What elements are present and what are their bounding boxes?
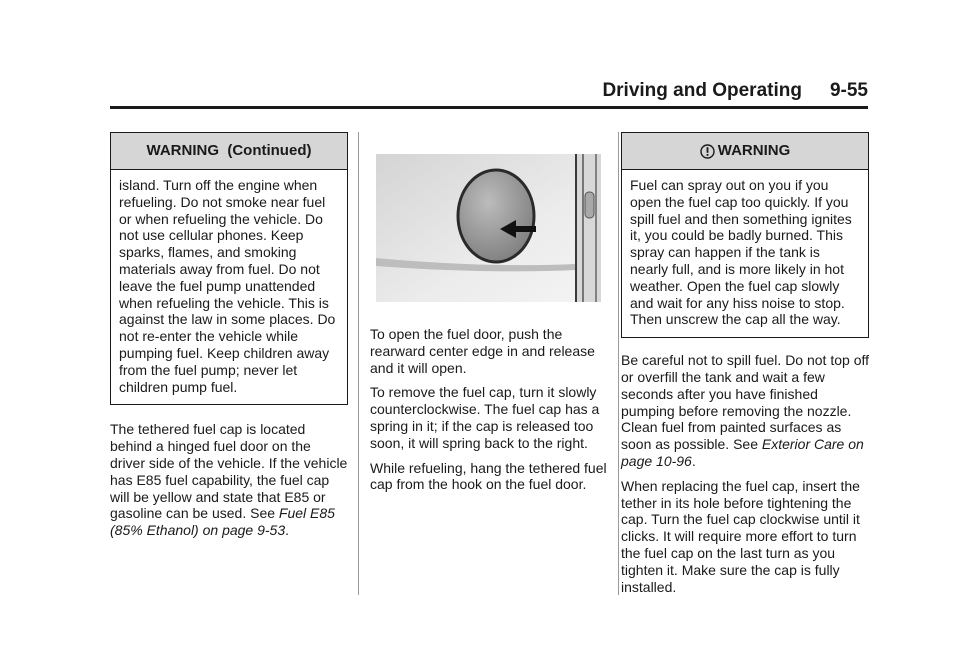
page-header [110, 80, 868, 109]
column-divider [358, 132, 359, 595]
paragraph: To open the fuel door, push the rearward center edge in and release and it will open. [370, 326, 595, 376]
paragraph-text: The tethered fuel cap is located behind a hinged fuel door on the driver side of the vehicle. If the vehicle has E85 fuel capability, the fuel cap will be yellow and state that E85 or gasoline can be used. See [110, 421, 348, 522]
column-left [110, 132, 348, 547]
page-number: 9-55 [829, 80, 868, 101]
cross-reference-link[interactable]: Fuel E85 (85% Ethanol) on page 9-53 [110, 505, 335, 539]
cross-reference-link[interactable]: Exterior Care on page 10-96 [621, 436, 864, 469]
fuel-door [458, 170, 534, 262]
paragraph [621, 352, 869, 470]
paragraph-text: Be careful not to spill fuel. Do not top off or overfill the tank and wait a few seconds after you have finished pumping before removing the nozzle. Clean fuel from painted surfaces as soon as possible. See [621, 352, 870, 453]
paragraph [110, 421, 348, 539]
punctuation: . [691, 452, 696, 469]
column-divider [618, 132, 619, 595]
column-right [621, 132, 869, 603]
paragraph: When replacing the fuel cap, insert the tether in its hole before tightening the cap. Turn the fuel cap clockwise until it clicks. It will require more effort to turn the fuel cap on the last turn as you tighten it. Make sure the cap is fully installed. [621, 477, 860, 595]
paragraph: While refueling, hang the tethered fuel cap from the hook on the fuel door. [370, 459, 607, 493]
warning-box-continued [110, 132, 348, 405]
punctuation: . [285, 522, 290, 539]
warning-text: island. Turn off the engine when refueling. Do not smoke near fuel or when refueling the vehicle. Do not use cellular phones. Keep sparks, flames, and smoking materials away from fuel. Do not leave the fuel pump unattended when refueling the vehicle. This is against the law in some places. Do not re-enter the vehicle while pumping fuel. Keep children away from the fuel pump; never let children pump fuel. [119, 177, 336, 395]
warning-title: WARNING (Continued) [111, 133, 347, 170]
column-middle [370, 132, 608, 501]
door-handle [585, 192, 594, 218]
fuel-door-illustration [376, 154, 601, 302]
warning-triangle-icon [700, 144, 715, 159]
warning-header [622, 133, 868, 170]
section-title: Driving and Operating [602, 80, 802, 101]
warning-box [621, 132, 869, 338]
paragraph: To remove the fuel cap, turn it slowly counterclockwise. The fuel cap has a spring in it; if the cap is released too soon, it will spring back to the right. [370, 384, 600, 451]
fuel-door-drawing [376, 154, 601, 302]
rear-pillar [576, 154, 601, 302]
warning-text: Fuel can spray out on you if you open the fuel cap too quickly. If you spill fuel and then something ignites it, you could be badly burned. This spray can happen if the tank is nearly full, and is more likely in hot weather. Open the fuel cap slowly and wait for any hiss noise to stop. Then unscrew the cap all the way. [630, 177, 852, 328]
warning-title: WARNING [717, 141, 791, 159]
